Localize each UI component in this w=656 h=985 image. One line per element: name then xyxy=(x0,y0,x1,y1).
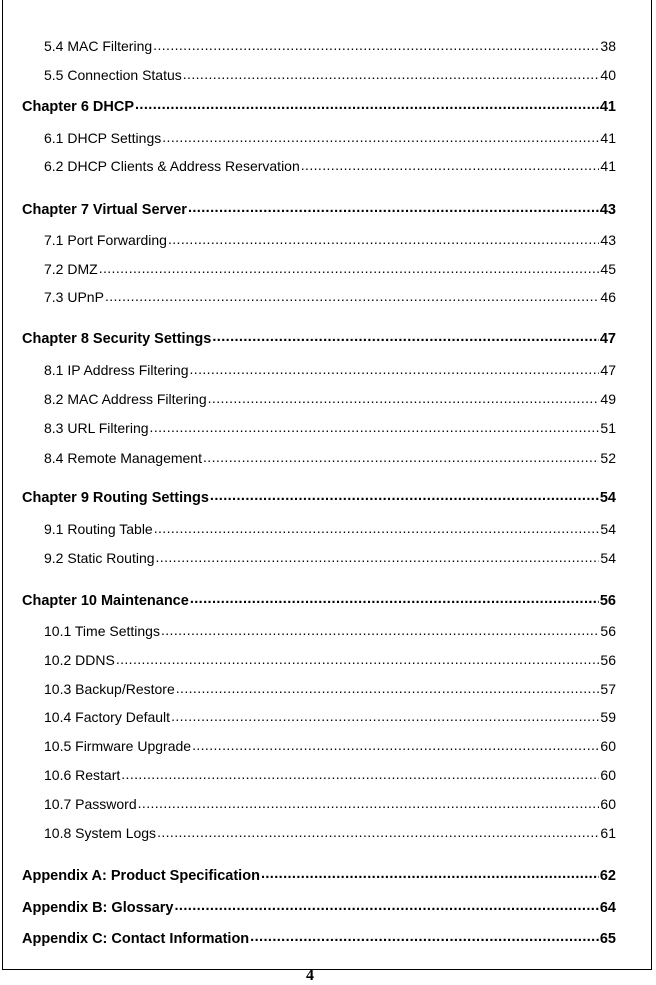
toc-entry-page: 54 xyxy=(600,521,616,537)
toc-entry[interactable] xyxy=(44,680,616,698)
toc-chapter[interactable] xyxy=(22,866,616,885)
toc-chapter-page: 56 xyxy=(599,593,616,609)
toc-entry-page: 38 xyxy=(600,38,616,54)
toc-leader xyxy=(176,680,600,694)
toc-chapter-label: Appendix A: Product Specification xyxy=(22,868,260,884)
toc-leader xyxy=(157,824,599,838)
toc-chapter-page: 64 xyxy=(599,900,616,916)
toc-chapter-label: Chapter 8 Security Settings xyxy=(22,331,212,347)
toc-leader xyxy=(188,200,599,214)
toc-leader xyxy=(192,737,599,751)
toc-entry-label: 10.6 Restart xyxy=(44,767,121,783)
toc-entry[interactable] xyxy=(44,419,616,437)
toc-entry-label: 5.5 Connection Status xyxy=(44,67,182,83)
toc-entry[interactable] xyxy=(44,824,616,842)
toc-chapter-label: Appendix B: Glossary xyxy=(22,900,174,916)
toc-chapter[interactable] xyxy=(22,898,616,917)
toc-entry-page: 61 xyxy=(600,825,616,841)
toc-entry[interactable] xyxy=(44,129,616,147)
toc-entry-label: 7.2 DMZ xyxy=(44,261,98,277)
toc-entry-label: 10.1 Time Settings xyxy=(44,623,160,639)
toc-entry-label: 10.8 System Logs xyxy=(44,825,157,841)
toc-entry-label: 6.1 DHCP Settings xyxy=(44,130,162,146)
toc-entry-label: 10.3 Backup/Restore xyxy=(44,681,175,697)
toc-leader xyxy=(135,97,599,111)
toc-entry[interactable] xyxy=(44,795,616,813)
toc-leader xyxy=(210,488,599,502)
toc-entry-label: 6.2 DHCP Clients & Address Reservation xyxy=(44,158,300,174)
toc-entry-page: 60 xyxy=(600,738,616,754)
toc-entry-page: 60 xyxy=(600,767,616,783)
toc-entry-page: 52 xyxy=(600,450,616,466)
toc-entry-page: 49 xyxy=(600,391,616,407)
toc-entry[interactable] xyxy=(44,737,616,755)
toc-entry-label: 10.5 Firmware Upgrade xyxy=(44,738,192,754)
toc-chapter[interactable] xyxy=(22,488,616,507)
toc-leader xyxy=(212,329,599,343)
toc-leader xyxy=(189,361,599,375)
toc-entry-label: 9.2 Static Routing xyxy=(44,550,155,566)
toc-entry-page: 56 xyxy=(600,623,616,639)
toc-entry[interactable] xyxy=(44,708,616,726)
toc-entry-label: 5.4 MAC Filtering xyxy=(44,38,153,54)
toc-entry-label: 8.3 URL Filtering xyxy=(44,420,149,436)
toc-entry-label: 9.1 Routing Table xyxy=(44,521,153,537)
toc-leader xyxy=(99,260,600,274)
toc-leader xyxy=(183,66,600,80)
toc-leader xyxy=(203,449,599,463)
toc-entry[interactable] xyxy=(44,390,616,408)
toc-leader xyxy=(116,651,600,665)
toc-leader xyxy=(168,231,599,245)
toc-entry-page: 51 xyxy=(600,420,616,436)
toc-entry-page: 56 xyxy=(600,652,616,668)
toc-leader xyxy=(171,708,599,722)
toc-chapter-page: 65 xyxy=(599,931,616,947)
toc-leader xyxy=(154,520,600,534)
toc-entry[interactable] xyxy=(44,157,616,175)
toc-leader xyxy=(190,591,599,605)
toc-chapter-page: 41 xyxy=(599,99,616,115)
toc-entry[interactable] xyxy=(44,361,616,379)
toc-chapter-page: 62 xyxy=(599,868,616,884)
toc-entry[interactable] xyxy=(44,766,616,784)
toc-entry[interactable] xyxy=(44,231,616,249)
toc-entry-page: 54 xyxy=(600,550,616,566)
toc-chapter-label: Chapter 6 DHCP xyxy=(22,99,134,115)
toc-entry[interactable] xyxy=(44,260,616,278)
toc-entry[interactable] xyxy=(44,651,616,669)
toc-entry[interactable] xyxy=(44,520,616,538)
toc-chapter-page: 47 xyxy=(599,331,616,347)
toc-entry-page: 41 xyxy=(600,130,616,146)
toc-entry-page: 47 xyxy=(600,362,616,378)
toc-entry-label: 8.4 Remote Management xyxy=(44,450,202,466)
toc-leader xyxy=(208,390,600,404)
toc-chapter[interactable] xyxy=(22,200,616,219)
toc-entry-page: 41 xyxy=(600,158,616,174)
toc-leader xyxy=(150,419,600,433)
toc-entry-label: 10.7 Password xyxy=(44,796,137,812)
toc-leader xyxy=(250,929,599,943)
toc-entry[interactable] xyxy=(44,622,616,640)
toc-chapter-label: Chapter 10 Maintenance xyxy=(22,593,189,609)
toc-leader xyxy=(174,898,598,912)
toc-entry-page: 60 xyxy=(600,796,616,812)
toc-entry-label: 7.1 Port Forwarding xyxy=(44,232,167,248)
toc-chapter-label: Appendix C: Contact Information xyxy=(22,931,250,947)
toc-entry[interactable] xyxy=(44,549,616,567)
toc-chapter[interactable] xyxy=(22,929,616,948)
toc-leader xyxy=(261,866,599,880)
toc-entry-page: 46 xyxy=(600,289,616,305)
page-number: 4 xyxy=(306,967,314,984)
toc-chapter[interactable] xyxy=(22,329,616,348)
toc-entry-page: 59 xyxy=(600,709,616,725)
toc-chapter-label: Chapter 7 Virtual Server xyxy=(22,202,187,218)
toc-chapter[interactable] xyxy=(22,97,616,116)
toc-entry-label: 8.2 MAC Address Filtering xyxy=(44,391,207,407)
toc-leader xyxy=(161,622,599,636)
toc-entry-page: 45 xyxy=(600,261,616,277)
toc-entry-label: 10.2 DDNS xyxy=(44,652,115,668)
toc-leader xyxy=(105,288,599,302)
toc-leader xyxy=(156,549,600,563)
toc-entry-label: 8.1 IP Address Filtering xyxy=(44,362,189,378)
toc-entry[interactable] xyxy=(44,288,616,306)
toc-entry-label: 10.4 Factory Default xyxy=(44,709,171,725)
toc-leader xyxy=(138,795,600,809)
toc-chapter[interactable] xyxy=(22,591,616,610)
toc-entry[interactable] xyxy=(44,449,616,467)
toc-entry-page: 43 xyxy=(600,232,616,248)
toc-leader xyxy=(301,157,600,171)
toc-entry-label: 7.3 UPnP xyxy=(44,289,104,305)
toc-leader xyxy=(153,37,599,51)
toc-leader xyxy=(162,129,599,143)
toc-chapter-page: 54 xyxy=(599,490,616,506)
toc-entry-page: 57 xyxy=(600,681,616,697)
toc-entry[interactable] xyxy=(44,66,616,84)
toc-entry[interactable] xyxy=(44,37,616,55)
toc-chapter-label: Chapter 9 Routing Settings xyxy=(22,490,209,506)
toc-entry-page: 40 xyxy=(600,67,616,83)
toc-chapter-page: 43 xyxy=(599,202,616,218)
toc-leader xyxy=(121,766,599,780)
